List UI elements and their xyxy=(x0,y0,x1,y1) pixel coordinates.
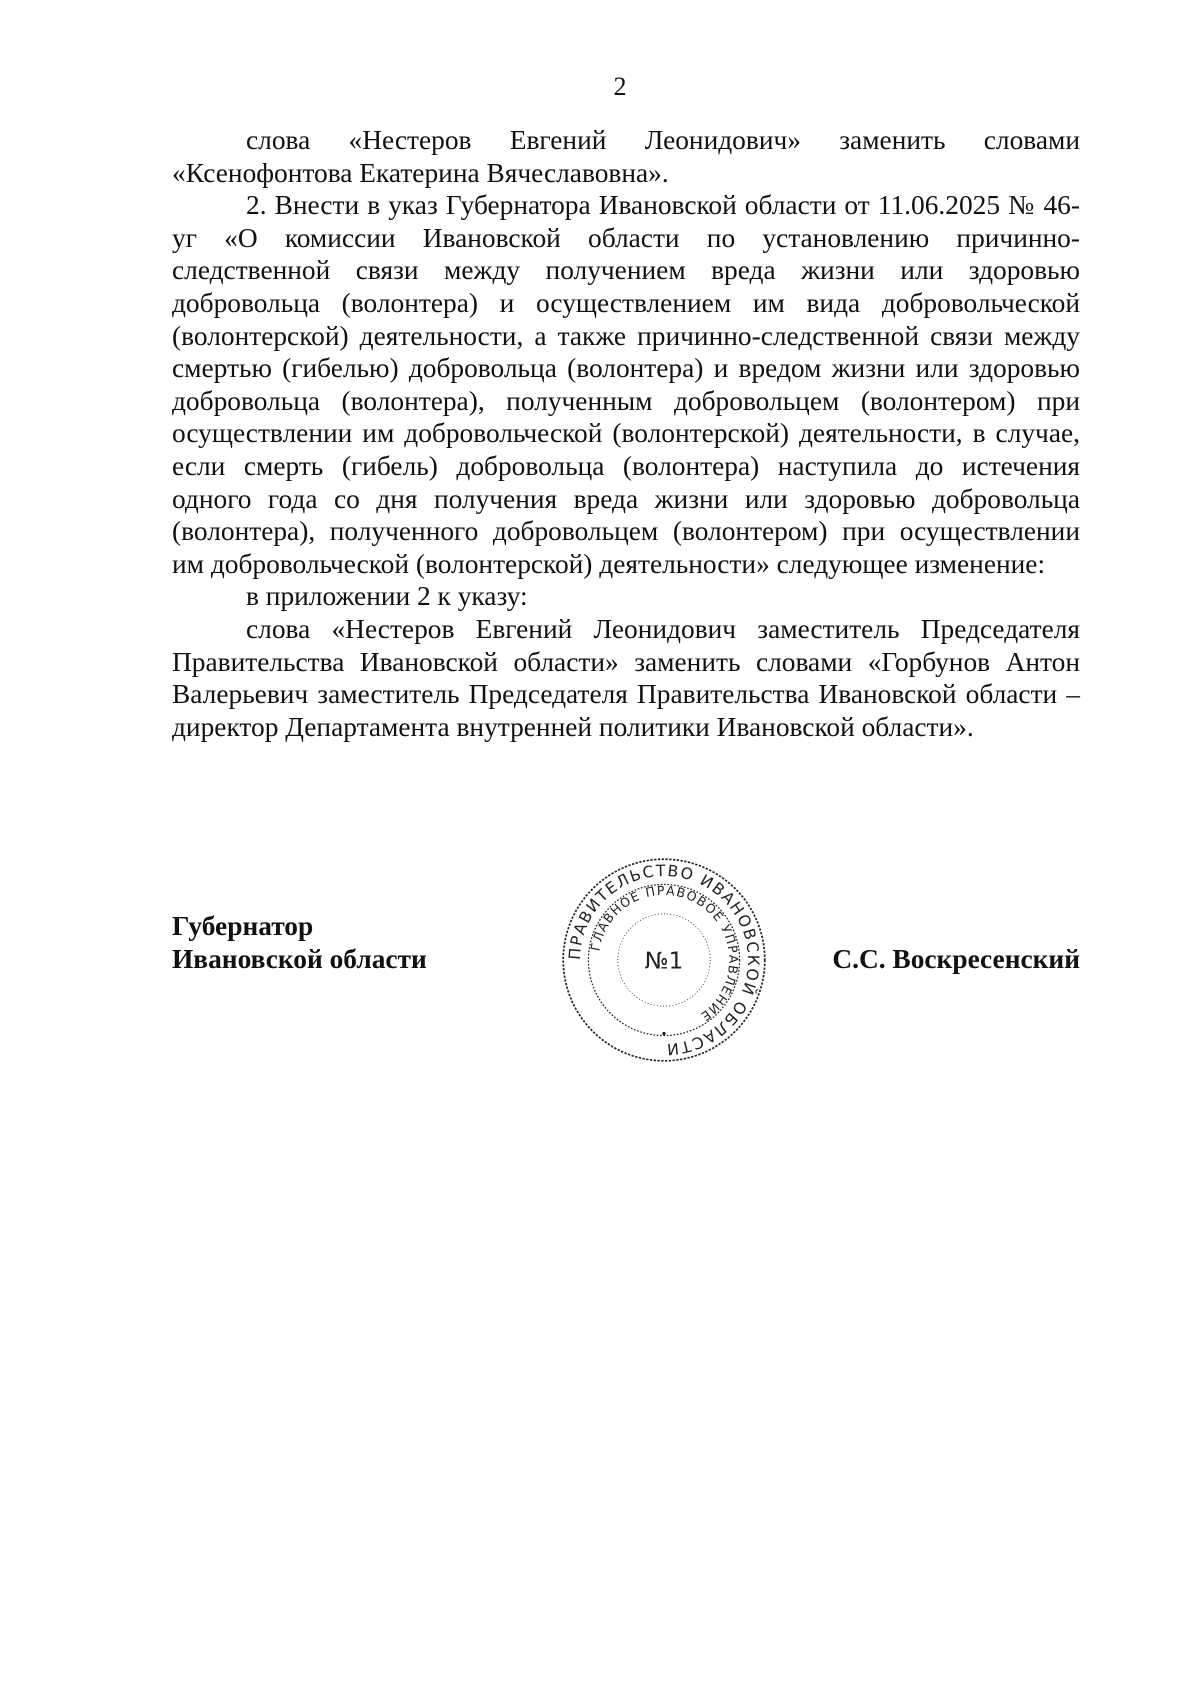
signatory-position-line2: Ивановской области xyxy=(172,943,427,974)
signatory-position xyxy=(172,910,427,975)
paragraph-replacement-1: слова «Нестеров Евгений Леонидович» заменить словами «Ксенофонтова Екатерина Вячеславовна». xyxy=(172,125,1080,188)
seal-dot-icon xyxy=(662,1032,665,1035)
seal-center-text: №1 xyxy=(644,948,684,975)
seal-inner-text: ГЛАВНОЕ ПРАВОВОЕ УПРАВЛЕНИЕ xyxy=(587,882,742,1025)
paragraph-amendment-decree: 2. Внести в указ Губернатора Ивановской области от 11.06.2025 № 46-уг «О комиссии Ивановской области по установлению причинно-следственной связи между получением вреда жизни или здоровью добровольца (волонтера) и осуществлением им вида добровольческой (волонтерской) деятельности, а также причинно-следственной связи между смертью (гибелью) добровольца (волонтера) и вредом жизни или здоровью добровольца (волонтера), полученным добровольцем (волонтером) при осуществлении им добровольческой (волонтерской) деятельности, в случае, если смерть (гибель) добровольца (волонтера) наступила до истечения одного года со дня получения вреда жизни или здоровью добровольца (волонтера), полученного добровольцем (волонтером) при осуществлении им добровольческой (волонтерской) деятельности» следующее изменение: xyxy=(172,190,1080,579)
official-seal xyxy=(559,855,769,1065)
paragraph-replacement-2: слова «Нестеров Евгений Леонидович заместитель Председателя Правительства Ивановской области» заменить словами «Горбунов Антон Валерьевич заместитель Председателя Правительства Ивановской области – директор Департамента внутренней политики Ивановской области». xyxy=(172,613,1080,742)
signatory-name: С.С. Воскресенский xyxy=(832,944,1080,974)
paragraph-appendix-reference: в приложении 2 к указу: xyxy=(246,581,528,612)
seal-outer-text: ПРАВИТЕЛЬСТВО ИВАНОВСКОЙ ОБЛАСТИ xyxy=(564,860,764,1060)
page-number: 2 xyxy=(613,72,627,101)
document-body xyxy=(172,124,1080,743)
signatory-position-line1: Губернатор xyxy=(172,911,314,941)
